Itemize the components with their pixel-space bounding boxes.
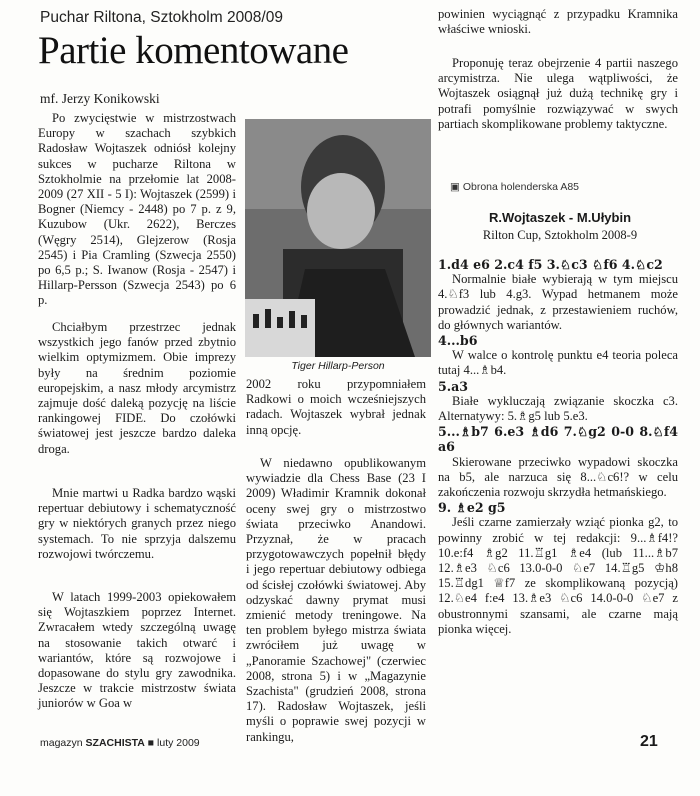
footer-magazine: magazyn SZACHISTA ■ luty 2009	[40, 737, 200, 749]
moves-4: 5...♗b7 6.e3 ♗d6 7.♘g2 0-0 8.♘f4 a6	[438, 424, 678, 455]
game-players: R.Wojtaszek - M.Ułybin	[488, 210, 632, 225]
moves-3: 5.a3	[438, 378, 469, 394]
col2-para-1: 2002 roku przypomniałem Radkowi o moich wcześniejszych radach. Wojtaszek wybrał jednak inną opcję.	[246, 377, 426, 437]
comment-2: W walce o kontrolę punktu e4 teoria poleca tutaj 4...♗b4.	[438, 348, 678, 378]
comment-4: Skierowane przeciwko wypadowi skoczka na b5, ale narzuca się 8...♘c6!? w celu zakończenia rozwoju skrzydła hetmańskiego.	[438, 454, 678, 500]
article-title: Partie komentowane	[38, 29, 349, 72]
article-kicker: Puchar Riltona, Sztokholm 2008/09	[40, 9, 283, 26]
comment-1: Normalnie białe wybierają w tym miejscu 4.♘f3 lub 4.g3. Wypad hetmanem może prowadzić jednak, z przestawieniem ruchów, do głównych wariantów.	[438, 272, 678, 332]
col1-para-1: Po zwycięstwie w mistrzostwach Europy w szachach szybkich Radosław Wojtaszek odniósł kolejny sukces w pucharze Riltona w Sztokholmie na przełomie lat 2008-2009 (27 XII - 5 I): Wojtaszek (2599) i Bogner (Niemcy - 2448) po 7 p. z 9, Kuzubow (Ukr. 2622), Berczes (Węgry 2514), Glejzerow (Rosja 2545) i Pia Cramling (Szwecja 2550) po 6,5 p.; S. Iwanow (Rosja - 2547) i Hillarp-Persson (Szwecja 2543) po 6 p.	[38, 111, 236, 308]
comment-3: Białe wykluczają związanie skoczka c3. Alternatywy: 5.♗g5 lub 5.e3.	[438, 393, 678, 424]
moves-1: 1.d4 e6 2.c4 f5 3.♘c3 ♘f6 4.♘c2	[438, 257, 663, 272]
game-commentary	[438, 257, 678, 637]
col1-para-3: Mnie martwi u Radka bardzo wąski repertuar debiutowy i schematyczność gry w niektórych granych przez niego systemach. To nie sprzyja dalszemu rozwojowi twórczemu.	[38, 486, 236, 561]
col3-para-1: powinien wyciągnąć z przypadku Kramnika właściwe wnioski.	[438, 7, 678, 37]
board-icon: ▣	[450, 181, 463, 193]
col2-para-2: W niedawno opublikowanym wywiadzie dla Chess Base (23 I 2009) Władimir Kramnik dokonał oceny swej gry o mistrzostwo świata przeciwko Anandowi. Przyznał, że w pracach przygotowawczych popełnił błędy i jego repertuar debiutowy odbiega od ścisłej czołówki światowej. Aby odzyskać dawny prymat musi zmienić metody treningowe. Na ten problem byłego mistrza świata zwróciłem już uwagę w „Panoramie Szachowej" (czerwiec 2008, strona 5) i w „Magazynie Szachista" (grudzień 2008, strona 17). Radosław Wojtaszek, jeśli myśli o poprawie swej pozycji w rankingu,	[246, 456, 426, 744]
moves-2: 4...b6	[438, 333, 478, 349]
comment-5: Jeśli czarne zamierzały wziąć pionka g2, to powinny zrobić w tej redakcji: 9...♗f4!? 10.e:f4 ♗g2 11.♖g1 ♗e4 (lub 11...♗b7 12.♗e3 ♘c6 13.0-0-0 ♘e7 14.♖g5 ♔h8 15.♖dg1 ♕f7 ze skomplikowaną pozycją) 12.♘e4 f:e4 13.♗e3 ♘c6 14.0-0-0 ♘e7 z obustronnymi szansami, ale czarne mają pionka więcej.	[438, 515, 678, 636]
opening-label: ▣ Obrona holenderska A85	[450, 181, 580, 193]
article-author: mf. Jerzy Konikowski	[40, 91, 160, 106]
player-photo	[245, 119, 431, 357]
col3-para-2: Proponuję teraz obejrzenie 4 partii naszego arcymistrza. Nie ulega wątpliwości, że Wojtaszek osiągnął już dużą technikę gry i potrafi pomyślnie rozwiązywać w swych partiach skomplikowane problemy taktyczne.	[438, 56, 678, 131]
col1-para-2: Chciałbym przestrzec jednak wszystkich jego fanów przed zbytnio wielkim optymizmem. Obie imprezy były na średnim poziomie europejskim, a nasz młody arcymistrz zajmuje dość daleką pozycję na liście rankingowej FIDE. Do czołówki światowej jest jeszcze bardzo daleka droga.	[38, 320, 236, 456]
square-bullet-icon: ■	[147, 737, 155, 749]
game-event: Rilton Cup, Sztokholm 2008-9	[482, 228, 638, 242]
page-number: 21	[640, 733, 658, 750]
photo-caption: Tiger Hillarp-Person	[291, 360, 385, 372]
moves-5: 9. ♗e2 g5	[438, 500, 506, 516]
col1-para-4: W latach 1999-2003 opiekowałem się Wojtaszkiem poprzez Internet. Zwracałem wtedy szczególną uwagę na stosowanie takich otwarć i wariantów, które są rozwojowe i dopasowane do stylu gry zawodnika. Jeszcze w trakcie mistrzostw świata juniorów w Goa w	[38, 590, 236, 711]
